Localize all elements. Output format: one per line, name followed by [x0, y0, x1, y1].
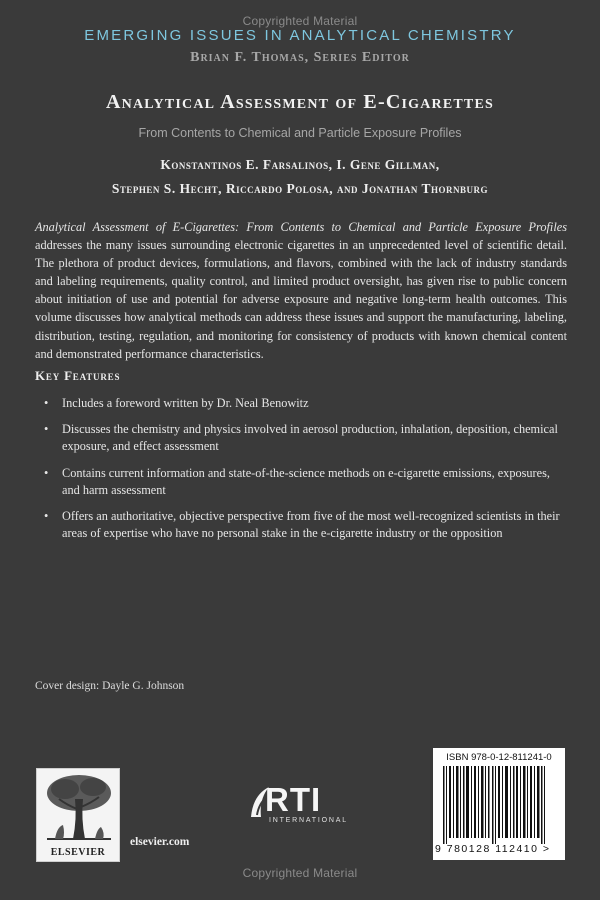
- key-features-heading: Key Features: [35, 368, 121, 383]
- rti-subtitle: INTERNATIONAL: [269, 817, 348, 824]
- book-title: Analytical Assessment of E-Cigarettes: [106, 91, 494, 113]
- description-italic-title: Analytical Assessment of E-Cigarettes: From Contents to Chemical and Particle Exposure Profiles: [35, 220, 567, 234]
- series-editor: Brian F. Thomas, Series Editor: [190, 50, 410, 65]
- description-body: addresses the many issues surrounding electronic cigarettes in an unprecedented level of scientific detail. The plethora of product devices, formulations, and flavors, combined with the lack of industry standards and labeling requirements, quality control, and limited product oversight, has given rise to public concern about initiation of use and potential for adverse exposure and negative long-term health outcomes. This volume discusses how analytical methods can address these issues and support the manufacturing, labeling, distribution, testing, regulation, and monitoring for consistency of products with known chemical content and demonstrated performance characteristics.: [35, 238, 567, 361]
- authors: [0, 153, 600, 201]
- series-title: EMERGING ISSUES IN ANALYTICAL CHEMISTRY: [84, 27, 516, 44]
- book-subtitle: From Contents to Chemical and Particle Exposure Profiles: [138, 126, 462, 140]
- feature-text: Offers an authoritative, objective perspective from five of the most well-recognized scientists in their areas of expertise who have no personal stake in the e-cigarette industry or the opposition: [62, 509, 560, 541]
- elsevier-tree-logo-icon: [36, 768, 120, 862]
- barcode-icon: [443, 766, 555, 844]
- list-item: [44, 395, 564, 412]
- isbn-label: ISBN 978-0-12-811241-0: [446, 752, 552, 763]
- bullet-icon: •: [44, 396, 49, 410]
- barcode-box: [433, 748, 565, 860]
- feature-text: Discusses the chemistry and physics involved in aerosol production, inhalation, deposition, chemical exposure, and effect assessment: [62, 422, 558, 454]
- authors-line-1: Konstantinos E. Farsalinos, I. Gene Gillman,: [160, 157, 440, 172]
- feature-text: Contains current information and state-of-the-science methods on e-cigarette emissions, exposures, and harm assessment: [62, 465, 550, 497]
- bullet-icon: •: [44, 465, 49, 480]
- rti-wordmark: RTI: [265, 781, 322, 818]
- barcode-digits: 9 780128 112410 >: [435, 843, 551, 855]
- publisher-url: elsevier.com: [130, 836, 190, 848]
- authors-line-2: Stephen S. Hecht, Riccardo Polosa, and Jonathan Thornburg: [111, 181, 489, 196]
- list-item: [44, 421, 564, 455]
- key-features-list: [44, 395, 564, 551]
- bullet-icon: •: [44, 509, 49, 524]
- list-item: [44, 508, 564, 542]
- elsevier-wordmark: ELSEVIER: [50, 847, 106, 858]
- elsevier-tree-icon: [37, 769, 119, 845]
- cover-design-credit: Cover design: Dayle G. Johnson: [35, 680, 185, 692]
- watermark-bottom: Copyrighted Material: [242, 866, 358, 880]
- rti-logo: [249, 781, 348, 827]
- bullet-icon: •: [44, 422, 49, 437]
- list-item: [44, 465, 564, 499]
- description: [35, 218, 567, 363]
- watermark-top: Copyrighted Material: [242, 14, 358, 28]
- feature-text: Includes a foreword written by Dr. Neal Benowitz: [62, 396, 309, 410]
